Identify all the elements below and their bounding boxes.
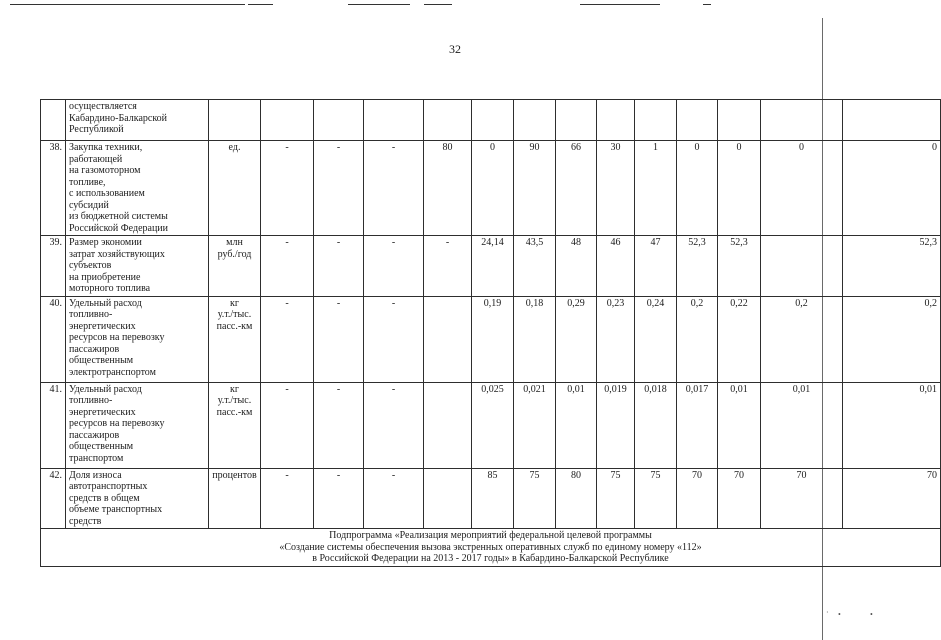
scan-speck: • <box>870 610 873 619</box>
value-cell <box>424 100 472 141</box>
value-cell <box>761 100 843 141</box>
value-cell: 0,019 <box>597 382 635 468</box>
value-cell: 80 <box>424 141 472 236</box>
value-cell: 0,24 <box>635 296 677 382</box>
value-cell: 30 <box>597 141 635 236</box>
indicator-name-line: общественным <box>69 355 134 366</box>
indicator-name <box>66 382 209 468</box>
unit-line: кг <box>230 297 239 309</box>
value-cell: - <box>314 382 364 468</box>
value-cell: - <box>424 236 472 297</box>
value-cell: 0 <box>472 141 514 236</box>
value-cell: 0,2 <box>677 296 718 382</box>
row-number <box>41 100 66 141</box>
indicator-name <box>66 296 209 382</box>
value-cell: 80 <box>556 468 597 529</box>
indicator-name-line: топливно- <box>69 309 113 320</box>
indicator-name-line: пассажиров <box>69 429 120 441</box>
value-cell <box>843 100 941 141</box>
unit-cell <box>209 236 261 297</box>
top-rule <box>10 4 245 5</box>
value-cell: 0,017 <box>677 382 718 468</box>
value-cell: - <box>364 141 424 236</box>
value-cell <box>514 100 556 141</box>
value-cell <box>556 100 597 141</box>
indicator-name-line: работающей <box>69 153 123 165</box>
value-cell: - <box>314 236 364 297</box>
indicator-name-line: Республикой <box>69 124 124 135</box>
indicator-name-line: объеме транспортных <box>69 504 163 515</box>
value-cell: 52,3 <box>843 236 941 297</box>
unit-cell <box>209 100 261 141</box>
table-row <box>41 382 941 468</box>
indicator-name-line: топливе, <box>69 176 106 188</box>
value-cell: 43,5 <box>514 236 556 297</box>
value-cell <box>761 236 843 297</box>
value-cell: 0,19 <box>472 296 514 382</box>
value-cell: - <box>261 236 314 297</box>
unit-line: у.т./тыс. <box>217 309 252 320</box>
value-cell: 0,2 <box>761 296 843 382</box>
indicator-table <box>40 99 937 567</box>
indicator-name-line: субъектов <box>69 260 112 271</box>
value-cell <box>424 468 472 529</box>
indicator-name <box>66 100 209 141</box>
value-cell: 70 <box>761 468 843 529</box>
indicators-table <box>40 99 941 567</box>
indicator-name-line: субсидий <box>69 199 109 211</box>
indicator-name <box>66 141 209 236</box>
indicator-name-line: Российской Федерации <box>69 222 169 234</box>
indicator-name-line: осуществляется <box>69 101 137 112</box>
scan-speck: • <box>838 610 841 619</box>
value-cell: 75 <box>597 468 635 529</box>
value-cell: 52,3 <box>718 236 761 297</box>
table-row <box>41 141 941 236</box>
indicator-name-line: ресурсов на перевозку <box>69 418 165 429</box>
indicator-name-line: автотранспортных <box>69 481 148 492</box>
indicator-name-line: затрат хозяйствующих <box>69 248 165 260</box>
row-number: 40. <box>41 296 66 382</box>
value-cell: - <box>314 141 364 236</box>
value-cell: 0 <box>677 141 718 236</box>
indicator-name-line: электротранспортом <box>69 366 156 378</box>
value-cell: - <box>364 296 424 382</box>
unit-cell <box>209 382 261 468</box>
value-cell: 1 <box>635 141 677 236</box>
value-cell: - <box>314 468 364 529</box>
top-rule <box>424 4 452 5</box>
indicator-name-line: ресурсов на перевозку <box>69 332 165 343</box>
value-cell: 66 <box>556 141 597 236</box>
table-body <box>41 100 941 529</box>
indicator-name-line: Доля износа <box>69 469 122 481</box>
row-number: 42. <box>41 468 66 529</box>
value-cell: - <box>364 236 424 297</box>
indicator-name-line: моторного топлива <box>69 283 151 294</box>
value-cell: 0,2 <box>843 296 941 382</box>
value-cell: 46 <box>597 236 635 297</box>
top-rule <box>348 4 410 5</box>
indicator-name-line: общественным <box>69 441 134 452</box>
value-cell: 75 <box>514 468 556 529</box>
indicator-name-line: с использованием <box>69 188 145 199</box>
subprogram-line: Подпрограмма «Реализация мероприятий федеральной целевой программы <box>329 530 652 541</box>
value-cell: 0,01 <box>761 382 843 468</box>
value-cell <box>364 100 424 141</box>
unit-cell <box>209 468 261 529</box>
value-cell: 0,01 <box>556 382 597 468</box>
value-cell: 0,22 <box>718 296 761 382</box>
row-number: 39. <box>41 236 66 297</box>
table-row <box>41 236 941 297</box>
value-cell: - <box>261 296 314 382</box>
value-cell: 24,14 <box>472 236 514 297</box>
value-cell: 48 <box>556 236 597 297</box>
value-cell: 0,018 <box>635 382 677 468</box>
unit-cell <box>209 141 261 236</box>
subprogram-heading <box>41 529 941 567</box>
value-cell <box>718 100 761 141</box>
value-cell <box>597 100 635 141</box>
row-number: 38. <box>41 141 66 236</box>
value-cell: 0,23 <box>597 296 635 382</box>
subprogram-line: «Создание системы обеспечения вызова экстренных оперативных служб по единому номеру «112» <box>279 541 702 553</box>
value-cell <box>472 100 514 141</box>
indicator-name-line: на приобретение <box>69 271 141 283</box>
value-cell: 0,025 <box>472 382 514 468</box>
indicator-name-line: Размер экономии <box>69 237 142 248</box>
value-cell: 52,3 <box>677 236 718 297</box>
indicator-name-line: Закупка техники, <box>69 142 143 153</box>
value-cell: - <box>314 296 364 382</box>
indicator-name-line: энергетических <box>69 406 136 418</box>
unit-line: пасс.-км <box>216 320 253 332</box>
table-row <box>41 100 941 141</box>
top-rule <box>703 4 711 5</box>
indicator-name-line: Удельный расход <box>69 383 142 395</box>
unit-line: руб./год <box>217 248 252 260</box>
value-cell: 0,29 <box>556 296 597 382</box>
value-cell: 85 <box>472 468 514 529</box>
value-cell: 70 <box>677 468 718 529</box>
value-cell: 70 <box>843 468 941 529</box>
indicator-name-line: энергетических <box>69 320 136 332</box>
value-cell: 70 <box>718 468 761 529</box>
value-cell <box>424 296 472 382</box>
value-cell: - <box>364 382 424 468</box>
value-cell <box>677 100 718 141</box>
value-cell: - <box>261 382 314 468</box>
table-row <box>41 296 941 382</box>
indicator-name-line: пассажиров <box>69 343 120 355</box>
value-cell: - <box>364 468 424 529</box>
indicator-name <box>66 236 209 297</box>
indicator-name <box>66 468 209 529</box>
indicator-name-line: на газомоторном <box>69 165 141 176</box>
subprogram-row <box>41 529 941 567</box>
unit-line: у.т./тыс. <box>217 395 252 406</box>
value-cell: 90 <box>514 141 556 236</box>
page-number: 32 <box>449 42 461 56</box>
value-cell: - <box>261 141 314 236</box>
value-cell: 0 <box>761 141 843 236</box>
unit-line: пасс.-км <box>216 406 253 418</box>
value-cell: 0,01 <box>843 382 941 468</box>
value-cell <box>424 382 472 468</box>
value-cell <box>314 100 364 141</box>
value-cell: 75 <box>635 468 677 529</box>
value-cell <box>635 100 677 141</box>
value-cell <box>261 100 314 141</box>
indicator-name-line: средств <box>69 515 102 527</box>
unit-cell <box>209 296 261 382</box>
indicator-name-line: топливно- <box>69 395 113 406</box>
value-cell: 0 <box>718 141 761 236</box>
value-cell: 0 <box>843 141 941 236</box>
subprogram-line: в Российской Федерации на 2013 - 2017 годы» в Кабардино-Балкарской Республике <box>312 553 669 564</box>
unit-line: ед. <box>228 142 241 153</box>
table-row <box>41 468 941 529</box>
top-rule <box>248 4 273 5</box>
scan-speck: · <box>826 608 829 617</box>
unit-line: кг <box>230 383 239 395</box>
indicator-name-line: средств в общем <box>69 492 140 504</box>
indicator-name-line: Удельный расход <box>69 297 142 309</box>
indicator-name-line: Кабардино-Балкарской <box>69 112 168 124</box>
unit-line: млн <box>226 237 243 248</box>
value-cell: 0,01 <box>718 382 761 468</box>
row-number: 41. <box>41 382 66 468</box>
value-cell: 0,021 <box>514 382 556 468</box>
value-cell: 0,18 <box>514 296 556 382</box>
value-cell: - <box>261 468 314 529</box>
indicator-name-line: из бюджетной системы <box>69 211 168 222</box>
unit-line: процентов <box>212 469 257 481</box>
value-cell: 47 <box>635 236 677 297</box>
top-rule <box>580 4 660 5</box>
indicator-name-line: транспортом <box>69 452 124 464</box>
